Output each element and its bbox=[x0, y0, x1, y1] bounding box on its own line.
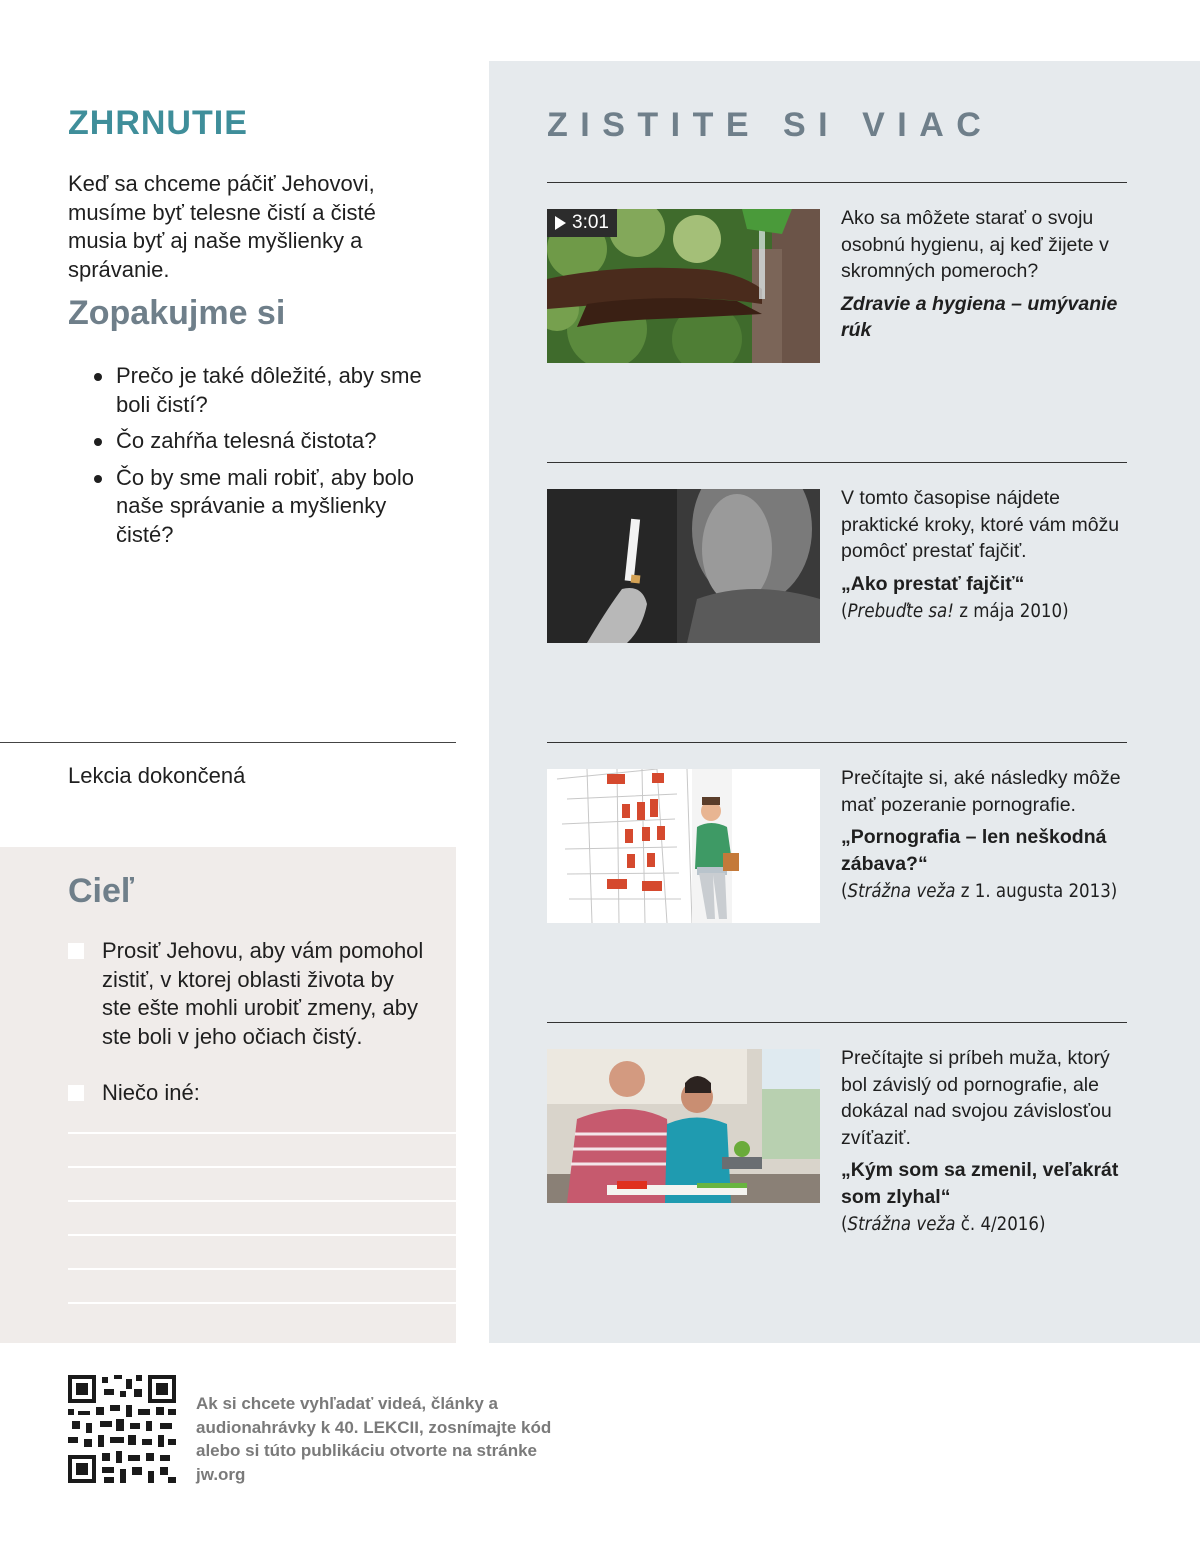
divider bbox=[0, 742, 456, 743]
summary-text: Keď sa chceme páčiť Jehovovi, musíme byť telesne čistí a čisté musia byť aj naše myšlienky a správanie. bbox=[68, 171, 376, 282]
checkbox[interactable] bbox=[68, 943, 84, 959]
goal-title: Cieľ bbox=[68, 872, 135, 910]
write-in-line[interactable] bbox=[68, 1268, 456, 1270]
goal-option-other[interactable] bbox=[68, 1079, 428, 1108]
bullet-icon bbox=[94, 438, 102, 446]
review-question bbox=[92, 362, 422, 419]
footer-instructions: Ak si chcete vyhľadať videá, články a audionahrávky k 40. LEKCII, zosnímajte kód alebo si túto publikáciu otvorte na stránke jw.org bbox=[196, 1394, 552, 1484]
resource-title-link[interactable]: „Kým som sa zmenil, veľakrát som zlyhal“ bbox=[841, 1159, 1119, 1208]
video-duration-badge bbox=[547, 209, 617, 237]
source-publication: Strážna veža bbox=[847, 1214, 956, 1235]
write-in-line[interactable] bbox=[68, 1234, 456, 1236]
divider bbox=[547, 1022, 1127, 1023]
review-question bbox=[92, 427, 422, 456]
divider bbox=[547, 182, 1127, 183]
resource-title-link[interactable]: „Pornografia – len neškodná zábava?“ bbox=[841, 826, 1107, 875]
resource-source: (Strážna veža z 1. augusta 2013) bbox=[841, 881, 1118, 902]
lesson-complete-label: Lekcia dokončená bbox=[68, 763, 246, 788]
article-thumbnail[interactable] bbox=[547, 1049, 820, 1203]
divider bbox=[547, 462, 1127, 463]
resource-info bbox=[841, 765, 1121, 905]
video-duration: 3:01 bbox=[572, 212, 609, 233]
goal-option-pray[interactable] bbox=[68, 937, 428, 1051]
resource-source: (Prebuďte sa! z mája 2010) bbox=[841, 601, 1069, 622]
resource-info bbox=[841, 1045, 1121, 1238]
article-thumbnail[interactable] bbox=[547, 769, 820, 923]
divider bbox=[547, 742, 1127, 743]
article-thumbnail[interactable] bbox=[547, 489, 820, 643]
resource-title-link[interactable]: Zdravie a hygiena – umývanie rúk bbox=[841, 292, 1118, 341]
resource-description: Prečítajte si, aké následky môže mať pozeranie pornografie. bbox=[841, 767, 1121, 816]
review-question bbox=[92, 464, 422, 550]
couple-cooking-photo bbox=[547, 1049, 820, 1203]
resource-source: (Strážna veža č. 4/2016) bbox=[841, 1214, 1046, 1235]
resource-title-link[interactable]: „Ako prestať fajčiť“ bbox=[841, 572, 1025, 595]
source-publication: Prebuďte sa! bbox=[847, 601, 954, 622]
checkbox[interactable] bbox=[68, 1085, 84, 1101]
resource-description: Ako sa môžete starať o svoju osobnú hygienu, aj keď žijete v skromných pomeroch? bbox=[841, 207, 1109, 282]
write-in-line[interactable] bbox=[68, 1302, 456, 1304]
resource-description: V tomto časopise nájdete praktické kroky, ktoré vám môžu pomôcť prestať fajčiť. bbox=[841, 487, 1120, 562]
resource-info bbox=[841, 205, 1121, 344]
goal-option-label: Niečo iné: bbox=[102, 1080, 200, 1105]
bullet-icon bbox=[94, 475, 102, 483]
qr-code-icon[interactable] bbox=[68, 1375, 176, 1483]
write-in-line[interactable] bbox=[68, 1200, 456, 1202]
review-question-text: Čo by sme mali robiť, aby bolo naše správanie a myšlienky čisté? bbox=[116, 464, 415, 547]
source-date: z mája 2010 bbox=[959, 601, 1063, 622]
source-publication: Strážna veža bbox=[847, 881, 956, 902]
summary-title: ZHRNUTIE bbox=[68, 104, 248, 142]
man-holding-cigarette-photo bbox=[547, 489, 820, 643]
play-icon bbox=[555, 216, 566, 230]
resource-info bbox=[841, 485, 1121, 625]
learn-more-title: ZISTITE SI VIAC bbox=[547, 106, 994, 144]
review-question-text: Čo zahŕňa telesná čistota? bbox=[116, 428, 377, 453]
review-title: Zopakujme si bbox=[68, 294, 286, 332]
qr-code-graphic bbox=[68, 1375, 176, 1483]
goal-option-label: Prosiť Jehovu, aby vám pomohol zistiť, v ktorej oblasti života by ste ešte mohli urobiť zmeny, aby ste boli v jeho očiach čistý. bbox=[102, 938, 424, 1049]
resource-description: Prečítajte si príbeh muža, ktorý bol závislý od pornografie, ale dokázal nad svojou závislosťou zvíťaziť. bbox=[841, 1047, 1112, 1149]
video-thumbnail[interactable] bbox=[547, 209, 820, 363]
bullet-icon bbox=[94, 373, 102, 381]
review-list bbox=[92, 362, 422, 557]
man-at-newsstand-illustration bbox=[547, 769, 820, 923]
write-in-line[interactable] bbox=[68, 1166, 456, 1168]
write-in-line[interactable] bbox=[68, 1132, 456, 1134]
review-question-text: Prečo je také dôležité, aby sme boli čistí? bbox=[116, 363, 422, 417]
source-date: č. 4/2016 bbox=[960, 1214, 1039, 1235]
source-date: z 1. augusta 2013 bbox=[960, 881, 1111, 902]
